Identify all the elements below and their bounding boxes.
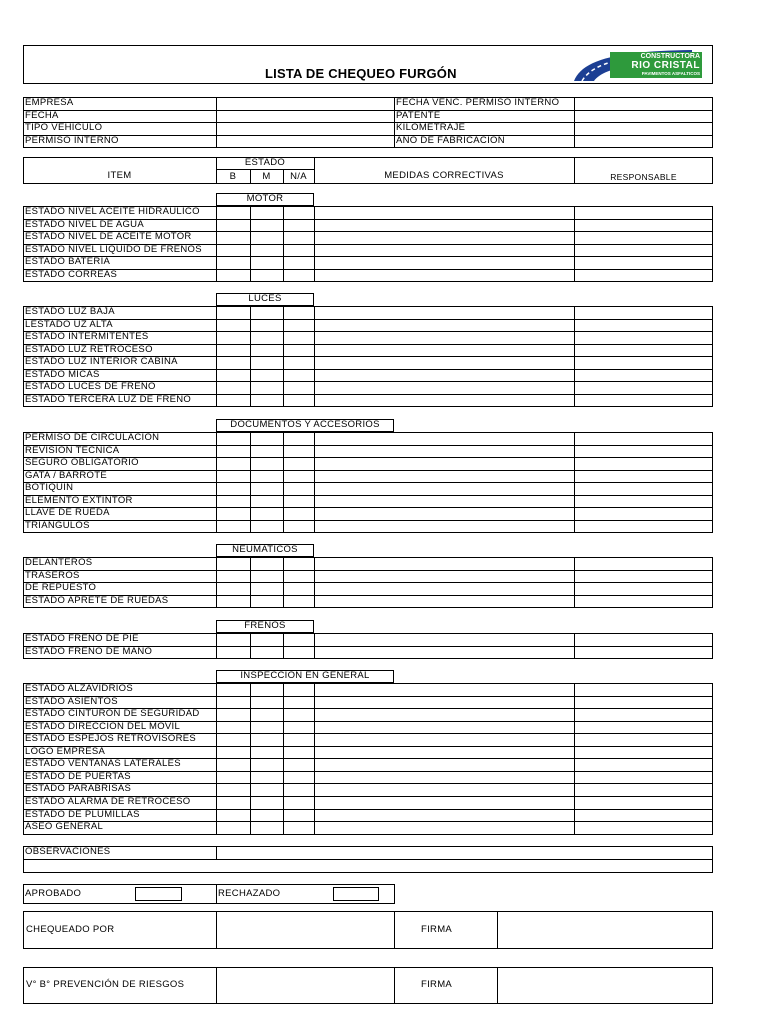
cell-medidas[interactable] bbox=[315, 558, 574, 569]
cell-m[interactable] bbox=[251, 684, 283, 695]
checklist-item: ESTADO DE PUERTAS bbox=[25, 770, 131, 782]
cell-b[interactable] bbox=[217, 596, 250, 607]
cell-m[interactable] bbox=[251, 332, 283, 343]
cell-na[interactable] bbox=[284, 382, 314, 393]
info-field-left[interactable] bbox=[217, 111, 393, 123]
cell-m[interactable] bbox=[251, 370, 283, 381]
cell-responsable[interactable] bbox=[575, 320, 712, 331]
cell-m[interactable] bbox=[251, 458, 283, 469]
cell-responsable[interactable] bbox=[575, 508, 712, 519]
cell-medidas[interactable] bbox=[315, 810, 574, 821]
cell-na[interactable] bbox=[284, 395, 314, 406]
cell-responsable[interactable] bbox=[575, 810, 712, 821]
cell-m[interactable] bbox=[251, 634, 283, 645]
cell-na[interactable] bbox=[284, 357, 314, 368]
section-title: INSPECCION EN GENERAL bbox=[240, 670, 370, 681]
cell-responsable[interactable] bbox=[575, 797, 712, 808]
cell-responsable[interactable] bbox=[575, 634, 712, 645]
cell-medidas[interactable] bbox=[315, 395, 574, 406]
cell-medidas[interactable] bbox=[315, 270, 574, 281]
cell-responsable[interactable] bbox=[575, 332, 712, 343]
checklist-item: ESTADO TERCERA LUZ DE FRENO bbox=[25, 393, 192, 405]
cell-na[interactable] bbox=[284, 571, 314, 582]
checklist-item: ESTADO INTERMITENTES bbox=[25, 331, 149, 343]
cell-medidas[interactable] bbox=[315, 596, 574, 607]
cell-m[interactable] bbox=[251, 471, 283, 482]
checklist-item: ESTADO FRENO DE MANO bbox=[25, 645, 153, 657]
info-label-right: KILOMETRAJE bbox=[396, 122, 466, 133]
cell-medidas[interactable] bbox=[315, 709, 574, 720]
cell-b[interactable] bbox=[217, 634, 250, 645]
header-estado: ESTADO bbox=[244, 157, 286, 168]
cell-b[interactable] bbox=[217, 647, 250, 658]
cell-m[interactable] bbox=[251, 257, 283, 268]
checklist-item: ESTADO PARABRISAS bbox=[25, 783, 132, 795]
cell-m[interactable] bbox=[251, 571, 283, 582]
cell-m[interactable] bbox=[251, 446, 283, 457]
cell-b[interactable] bbox=[217, 307, 250, 318]
cell-medidas[interactable] bbox=[315, 772, 574, 783]
cell-na[interactable] bbox=[284, 458, 314, 469]
info-label-left: FECHA bbox=[25, 109, 59, 121]
cell-responsable[interactable] bbox=[575, 270, 712, 281]
cell-medidas[interactable] bbox=[315, 571, 574, 582]
cell-responsable[interactable] bbox=[575, 772, 712, 783]
cell-b[interactable] bbox=[217, 232, 250, 243]
cell-m[interactable] bbox=[251, 207, 283, 218]
cell-responsable[interactable] bbox=[575, 596, 712, 607]
cell-responsable[interactable] bbox=[575, 307, 712, 318]
firma-field-1[interactable] bbox=[498, 912, 712, 948]
cell-responsable[interactable] bbox=[575, 446, 712, 457]
cell-na[interactable] bbox=[284, 734, 314, 745]
section-title: NEUMATICOS bbox=[232, 544, 298, 555]
cell-b[interactable] bbox=[217, 345, 250, 356]
cell-na[interactable] bbox=[284, 759, 314, 770]
checklist-item: ESTADO LUZ BAJA bbox=[25, 306, 115, 317]
cell-b[interactable] bbox=[217, 558, 250, 569]
checklist-item: DE REPUESTO bbox=[25, 582, 97, 594]
cell-responsable[interactable] bbox=[575, 395, 712, 406]
cell-responsable[interactable] bbox=[575, 207, 712, 218]
cell-medidas[interactable] bbox=[315, 433, 574, 444]
cell-na[interactable] bbox=[284, 558, 314, 569]
checklist-item: LESTADO UZ ALTA bbox=[25, 318, 113, 330]
cell-medidas[interactable] bbox=[315, 496, 574, 507]
cell-na[interactable] bbox=[284, 496, 314, 507]
header-m: M bbox=[262, 171, 271, 182]
cell-responsable[interactable] bbox=[575, 558, 712, 569]
cell-m[interactable] bbox=[251, 496, 283, 507]
checklist-item: ESTADO BATERIA bbox=[25, 256, 111, 268]
cell-medidas[interactable] bbox=[315, 722, 574, 733]
cell-b[interactable] bbox=[217, 220, 250, 231]
cell-b[interactable] bbox=[217, 245, 250, 256]
checklist-item: ESTADO DE PLUMILLAS bbox=[25, 808, 140, 820]
checklist-item: BOTIQUIN bbox=[25, 482, 74, 494]
cell-medidas[interactable] bbox=[315, 797, 574, 808]
cell-m[interactable] bbox=[251, 709, 283, 720]
checklist-item: ASEO GENERAL bbox=[25, 821, 104, 833]
cell-na[interactable] bbox=[284, 207, 314, 218]
firma-field-2[interactable] bbox=[498, 968, 712, 1003]
info-label-right: FECHA VENC. PERMISO INTERNO bbox=[396, 97, 560, 108]
header-medidas: MEDIDAS CORRECTIVAS bbox=[384, 170, 504, 181]
cell-b[interactable] bbox=[217, 697, 250, 708]
cell-b[interactable] bbox=[217, 722, 250, 733]
cell-m[interactable] bbox=[251, 772, 283, 783]
checklist-item: REVISION TECNICA bbox=[25, 444, 120, 456]
cell-m[interactable] bbox=[251, 357, 283, 368]
info-field-right[interactable] bbox=[575, 111, 712, 123]
cell-medidas[interactable] bbox=[315, 320, 574, 331]
chequeado-field[interactable] bbox=[217, 912, 393, 948]
cell-na[interactable] bbox=[284, 307, 314, 318]
cell-responsable[interactable] bbox=[575, 747, 712, 758]
cell-m[interactable] bbox=[251, 508, 283, 519]
cell-b[interactable] bbox=[217, 483, 250, 494]
cell-b[interactable] bbox=[217, 571, 250, 582]
cell-responsable[interactable] bbox=[575, 245, 712, 256]
logo-main-text: RIO CRISTAL bbox=[631, 60, 700, 71]
cell-b[interactable] bbox=[217, 772, 250, 783]
cell-na[interactable] bbox=[284, 220, 314, 231]
cell-b[interactable] bbox=[217, 797, 250, 808]
cell-responsable[interactable] bbox=[575, 647, 712, 658]
cell-na[interactable] bbox=[284, 508, 314, 519]
checklist-item: ESTADO ASIENTOS bbox=[25, 695, 118, 707]
section-title: LUCES bbox=[248, 293, 282, 304]
header-b: B bbox=[229, 171, 237, 182]
cell-m[interactable] bbox=[251, 797, 283, 808]
chequeado-label: CHEQUEADO POR bbox=[26, 924, 115, 935]
logo-top-text: CONSTRUCTORA bbox=[640, 53, 700, 60]
checklist-item: ELEMENTO EXTINTOR bbox=[25, 494, 133, 506]
cell-medidas[interactable] bbox=[315, 307, 574, 318]
checklist-item: ESTADO ALZAVIDRIOS bbox=[25, 683, 133, 694]
checklist-item: ESTADO LUCES DE FRENO bbox=[25, 381, 156, 393]
cell-na[interactable] bbox=[284, 810, 314, 821]
cell-m[interactable] bbox=[251, 320, 283, 331]
info-table bbox=[0, 0, 768, 160]
cell-na[interactable] bbox=[284, 270, 314, 281]
info-field-right[interactable] bbox=[575, 136, 712, 148]
checklist-item: ESTADO FRENO DE PIE bbox=[25, 633, 139, 644]
cell-medidas[interactable] bbox=[315, 332, 574, 343]
aprobado-checkbox[interactable] bbox=[135, 887, 182, 901]
cell-responsable[interactable] bbox=[575, 722, 712, 733]
cell-b[interactable] bbox=[217, 357, 250, 368]
observaciones-label: OBSERVACIONES bbox=[25, 846, 111, 857]
checklist-item: LLAVE DE RUEDA bbox=[25, 507, 110, 519]
cell-responsable[interactable] bbox=[575, 822, 712, 833]
info-field-right[interactable] bbox=[575, 123, 712, 135]
checklist-item: ESTADO CORREAS bbox=[25, 268, 118, 280]
cell-na[interactable] bbox=[284, 583, 314, 594]
cell-b[interactable] bbox=[217, 332, 250, 343]
cell-medidas[interactable] bbox=[315, 370, 574, 381]
cell-medidas[interactable] bbox=[315, 357, 574, 368]
cell-medidas[interactable] bbox=[315, 458, 574, 469]
cell-b[interactable] bbox=[217, 257, 250, 268]
cell-b[interactable] bbox=[217, 433, 250, 444]
cell-responsable[interactable] bbox=[575, 232, 712, 243]
info-field-right[interactable] bbox=[575, 98, 712, 110]
checklist-item: ESTADO ESPEJOS RETROVISORES bbox=[25, 733, 197, 745]
cell-m[interactable] bbox=[251, 558, 283, 569]
cell-responsable[interactable] bbox=[575, 458, 712, 469]
cell-na[interactable] bbox=[284, 345, 314, 356]
cell-m[interactable] bbox=[251, 747, 283, 758]
cell-medidas[interactable] bbox=[315, 345, 574, 356]
section-title: MOTOR bbox=[246, 193, 284, 204]
info-field-left[interactable] bbox=[217, 136, 393, 148]
cell-na[interactable] bbox=[284, 709, 314, 720]
firma-label-1: FIRMA bbox=[421, 924, 453, 935]
cell-responsable[interactable] bbox=[575, 433, 712, 444]
cell-m[interactable] bbox=[251, 784, 283, 795]
cell-responsable[interactable] bbox=[575, 571, 712, 582]
checklist-item: ESTADO VENTANAS LATERALES bbox=[25, 758, 181, 770]
cell-na[interactable] bbox=[284, 370, 314, 381]
cell-b[interactable] bbox=[217, 508, 250, 519]
cell-m[interactable] bbox=[251, 245, 283, 256]
cell-b[interactable] bbox=[217, 684, 250, 695]
cell-b[interactable] bbox=[217, 759, 250, 770]
cell-b[interactable] bbox=[217, 583, 250, 594]
cell-medidas[interactable] bbox=[315, 747, 574, 758]
cell-m[interactable] bbox=[251, 722, 283, 733]
checklist-item: SEGURO OBLIGATORIO bbox=[25, 457, 139, 469]
cell-responsable[interactable] bbox=[575, 483, 712, 494]
cell-responsable[interactable] bbox=[575, 734, 712, 745]
cell-m[interactable] bbox=[251, 734, 283, 745]
cell-b[interactable] bbox=[217, 734, 250, 745]
checklist-item: ESTADO LUZ RETROCESO bbox=[25, 343, 153, 355]
cell-m[interactable] bbox=[251, 345, 283, 356]
cell-b[interactable] bbox=[217, 471, 250, 482]
info-field-left[interactable] bbox=[217, 123, 393, 135]
cell-b[interactable] bbox=[217, 446, 250, 457]
checklist-item: GATA / BARROTE bbox=[25, 469, 107, 481]
cell-m[interactable] bbox=[251, 697, 283, 708]
cell-b[interactable] bbox=[217, 784, 250, 795]
info-label-left: PERMISO INTERNO bbox=[25, 134, 119, 146]
cell-medidas[interactable] bbox=[315, 471, 574, 482]
cell-b[interactable] bbox=[217, 747, 250, 758]
checklist-item: DELANTEROS bbox=[25, 557, 93, 568]
cell-medidas[interactable] bbox=[315, 521, 574, 532]
aprobado-label: APROBADO bbox=[25, 888, 82, 899]
cell-m[interactable] bbox=[251, 583, 283, 594]
checklist-item: ESTADO MICAS bbox=[25, 368, 100, 380]
cell-b[interactable] bbox=[217, 395, 250, 406]
vb-label: V° B° PREVENCIÓN DE RIESGOS bbox=[26, 979, 185, 990]
cell-na[interactable] bbox=[284, 471, 314, 482]
cell-na[interactable] bbox=[284, 797, 314, 808]
cell-medidas[interactable] bbox=[315, 784, 574, 795]
cell-b[interactable] bbox=[217, 270, 250, 281]
cell-medidas[interactable] bbox=[315, 220, 574, 231]
cell-m[interactable] bbox=[251, 822, 283, 833]
cell-m[interactable] bbox=[251, 759, 283, 770]
cell-medidas[interactable] bbox=[315, 822, 574, 833]
cell-medidas[interactable] bbox=[315, 697, 574, 708]
vb-field[interactable] bbox=[217, 968, 393, 1003]
cell-b[interactable] bbox=[217, 207, 250, 218]
cell-medidas[interactable] bbox=[315, 382, 574, 393]
checklist-item: ESTADO NIVEL DE ACEITE MOTOR bbox=[25, 231, 192, 243]
cell-medidas[interactable] bbox=[315, 508, 574, 519]
cell-na[interactable] bbox=[284, 446, 314, 457]
checklist-item: TRIANGULOS bbox=[25, 519, 90, 531]
cell-responsable[interactable] bbox=[575, 496, 712, 507]
cell-medidas[interactable] bbox=[315, 207, 574, 218]
cell-medidas[interactable] bbox=[315, 232, 574, 243]
cell-responsable[interactable] bbox=[575, 784, 712, 795]
header-responsable: RESPONSABLE bbox=[610, 172, 677, 182]
cell-medidas[interactable] bbox=[315, 583, 574, 594]
cell-responsable[interactable] bbox=[575, 370, 712, 381]
cell-b[interactable] bbox=[217, 810, 250, 821]
cell-b[interactable] bbox=[217, 320, 250, 331]
cell-responsable[interactable] bbox=[575, 471, 712, 482]
cell-m[interactable] bbox=[251, 382, 283, 393]
cell-responsable[interactable] bbox=[575, 521, 712, 532]
rechazado-checkbox[interactable] bbox=[333, 887, 379, 901]
cell-medidas[interactable] bbox=[315, 257, 574, 268]
cell-na[interactable] bbox=[284, 772, 314, 783]
checklist-item: ESTADO NIVEL ACEITE HIDRAULICO bbox=[25, 206, 200, 217]
cell-m[interactable] bbox=[251, 596, 283, 607]
cell-m[interactable] bbox=[251, 307, 283, 318]
cell-m[interactable] bbox=[251, 521, 283, 532]
checklist-item: PERMISO DE CIRCULACION bbox=[25, 432, 160, 443]
cell-na[interactable] bbox=[284, 596, 314, 607]
cell-m[interactable] bbox=[251, 433, 283, 444]
form-title: LISTA DE CHEQUEO FURGÓN bbox=[265, 66, 457, 81]
cell-m[interactable] bbox=[251, 270, 283, 281]
cell-b[interactable] bbox=[217, 382, 250, 393]
logo-sub-text: PAVIMENTOS ASFALTICOS bbox=[641, 71, 700, 76]
cell-na[interactable] bbox=[284, 257, 314, 268]
cell-medidas[interactable] bbox=[315, 483, 574, 494]
checklist-item: ESTADO NIVEL LIQUIDO DE FRENOS bbox=[25, 243, 202, 255]
cell-responsable[interactable] bbox=[575, 220, 712, 231]
cell-na[interactable] bbox=[284, 521, 314, 532]
cell-m[interactable] bbox=[251, 395, 283, 406]
section-title: DOCUMENTOS Y ACCESORIOS bbox=[230, 419, 380, 430]
cell-na[interactable] bbox=[284, 483, 314, 494]
cell-na[interactable] bbox=[284, 684, 314, 695]
cell-medidas[interactable] bbox=[315, 446, 574, 457]
cell-b[interactable] bbox=[217, 521, 250, 532]
cell-medidas[interactable] bbox=[315, 684, 574, 695]
firma-label-2: FIRMA bbox=[421, 979, 453, 990]
cell-na[interactable] bbox=[284, 697, 314, 708]
cell-medidas[interactable] bbox=[315, 647, 574, 658]
cell-m[interactable] bbox=[251, 483, 283, 494]
cell-responsable[interactable] bbox=[575, 759, 712, 770]
checklist-item: ESTADO CINTURON DE SEGURIDAD bbox=[25, 708, 200, 720]
info-label-right: AÑO DE FABRICACION bbox=[396, 134, 505, 146]
cell-responsable[interactable] bbox=[575, 684, 712, 695]
checklist-item: ESTADO ALARMA DE RETROCESO bbox=[25, 795, 191, 807]
cell-b[interactable] bbox=[217, 496, 250, 507]
header-item: ITEM bbox=[107, 170, 132, 181]
cell-na[interactable] bbox=[284, 232, 314, 243]
cell-m[interactable] bbox=[251, 232, 283, 243]
cell-na[interactable] bbox=[284, 784, 314, 795]
cell-responsable[interactable] bbox=[575, 357, 712, 368]
cell-na[interactable] bbox=[284, 722, 314, 733]
cell-medidas[interactable] bbox=[315, 734, 574, 745]
checklist-item: ESTADO LUZ INTERIOR CABINA bbox=[25, 356, 178, 368]
cell-responsable[interactable] bbox=[575, 382, 712, 393]
cell-responsable[interactable] bbox=[575, 583, 712, 594]
checklist-item: ESTADO APRETE DE RUEDAS bbox=[25, 594, 169, 606]
cell-b[interactable] bbox=[217, 822, 250, 833]
checklist-item: TRASEROS bbox=[25, 569, 80, 581]
cell-na[interactable] bbox=[284, 647, 314, 658]
cell-responsable[interactable] bbox=[575, 709, 712, 720]
cell-medidas[interactable] bbox=[315, 759, 574, 770]
section-title: FRENOS bbox=[244, 620, 286, 631]
cell-medidas[interactable] bbox=[315, 245, 574, 256]
cell-na[interactable] bbox=[284, 634, 314, 645]
cell-b[interactable] bbox=[217, 458, 250, 469]
checklist-item: LOGO EMPRESA bbox=[25, 745, 106, 757]
info-label-right: PATENTE bbox=[396, 109, 441, 121]
cell-na[interactable] bbox=[284, 320, 314, 331]
cell-na[interactable] bbox=[284, 433, 314, 444]
cell-m[interactable] bbox=[251, 647, 283, 658]
cell-na[interactable] bbox=[284, 245, 314, 256]
checklist-item: ESTADO DIRECCION DEL MOVIL bbox=[25, 720, 181, 732]
cell-responsable[interactable] bbox=[575, 257, 712, 268]
cell-m[interactable] bbox=[251, 220, 283, 231]
cell-na[interactable] bbox=[284, 747, 314, 758]
info-field-left[interactable] bbox=[217, 98, 393, 110]
rechazado-label: RECHAZADO bbox=[218, 888, 281, 899]
cell-b[interactable] bbox=[217, 709, 250, 720]
cell-responsable[interactable] bbox=[575, 345, 712, 356]
info-label-left: EMPRESA bbox=[25, 97, 74, 108]
cell-b[interactable] bbox=[217, 370, 250, 381]
info-label-left: TIPO VEHICULO bbox=[25, 122, 103, 133]
cell-medidas[interactable] bbox=[315, 634, 574, 645]
cell-na[interactable] bbox=[284, 822, 314, 833]
checklist-item: ESTADO NIVEL DE AGUA bbox=[25, 218, 144, 230]
cell-m[interactable] bbox=[251, 810, 283, 821]
cell-na[interactable] bbox=[284, 332, 314, 343]
cell-responsable[interactable] bbox=[575, 697, 712, 708]
header-na: N/A bbox=[290, 171, 307, 182]
